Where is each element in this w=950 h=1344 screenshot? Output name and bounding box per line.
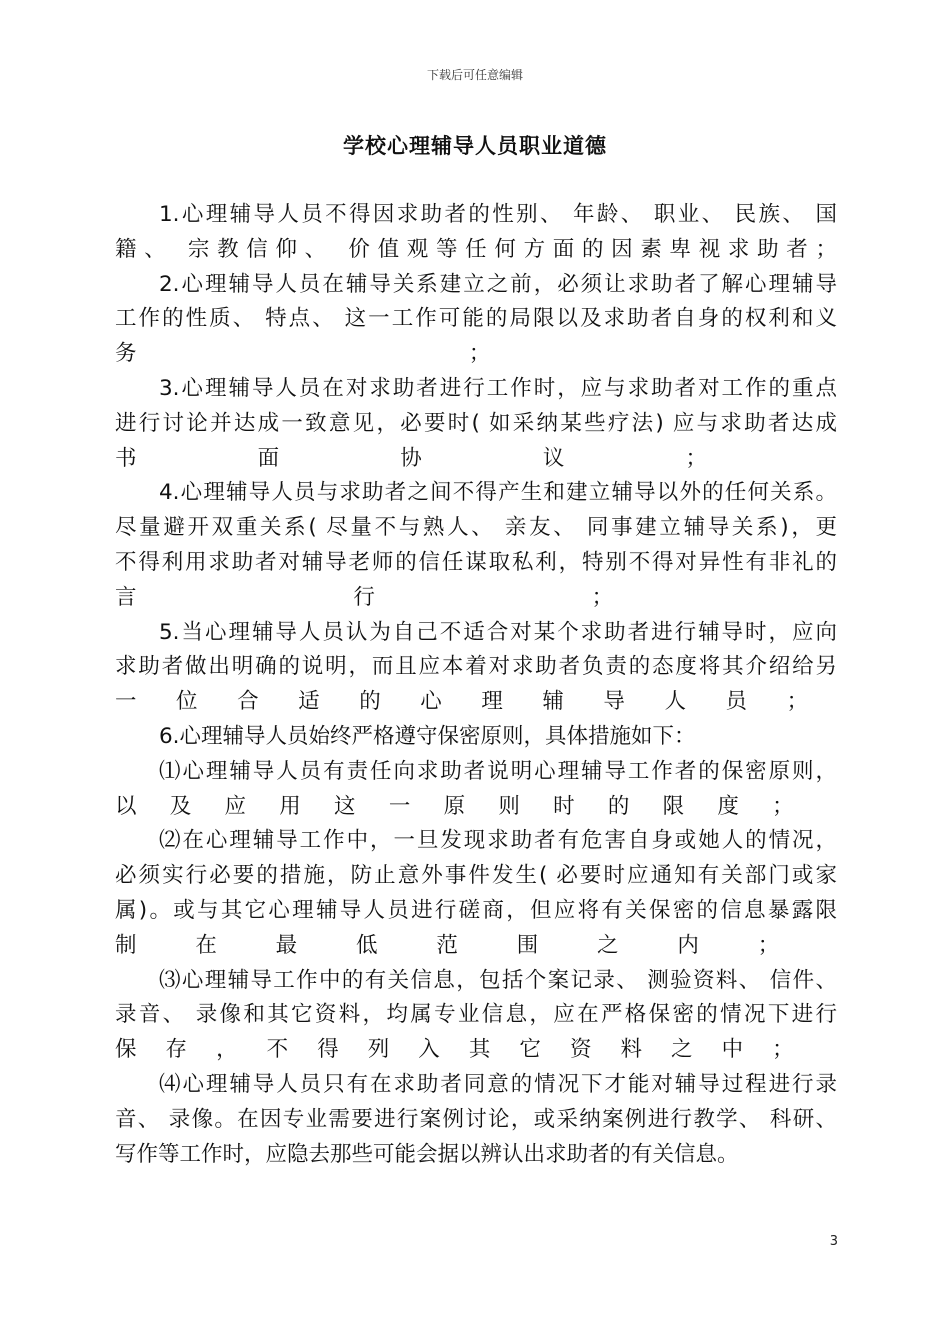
text-line: 1.心理辅导人员不得因求助者的性别、 年龄、 职业、 民族、 国 — [159, 202, 837, 227]
text-line: ⑵在心理辅导工作中，一旦发现求助者有危害自身或她人的情况， — [159, 828, 837, 854]
text-line: 尽量避开双重关系( 尽量不与熟人、 亲友、 同事建立辅导关系)，更 — [115, 515, 837, 541]
text-line: 4.心理辅导人员与求助者之间不得产生和建立辅导以外的任何关系。 — [159, 480, 837, 506]
text-line: 3.心理辅导人员在对求助者进行工作时，应与求助者对工作的重点 — [159, 375, 837, 401]
document-title: 学校心理辅导人员职业道德 — [343, 134, 607, 158]
text-line: 音、 录像。在因专业需要进行案例讨论，或采纳案例进行教学、 科研、 — [115, 1106, 837, 1132]
text-line: ⑴心理辅导人员有责任向求助者说明心理辅导工作者的保密原则， — [159, 758, 837, 784]
text-line: 保 存 ， 不 得 列 入 其 它 资 料 之 中 ； — [115, 1037, 794, 1063]
page-header: 下载后可任意编辑 — [426, 68, 523, 82]
text-line: 言 行 ； — [115, 584, 614, 610]
text-line: 不得利用求助者对辅导老师的信任谋取私利，特别不得对异性有非礼的 — [115, 549, 837, 575]
text-line: 必须实行必要的措施，防止意外事件发生( 必要时应通知有关部门或家 — [115, 863, 837, 889]
text-line: 录音、 录像和其它资料，均属专业信息，应在严格保密的情况下进行 — [115, 1002, 837, 1028]
text-line: 制 在 最 低 范 围 之 内 ； — [115, 932, 780, 958]
text-line: 籍、 宗教信仰、 价值观等任何方面的因素卑视求助者； — [115, 236, 837, 262]
text-line: 属)。或与其它心理辅导人员进行磋商，但应将有关保密的信息暴露限 — [115, 897, 837, 923]
text-line: 写作等工作时，应隐去那些可能会据以辨认出求助者的有关信息。 — [115, 1141, 739, 1167]
text-line: 求助者做出明确的说明，而且应本着对求助者负责的态度将其介绍给另 — [115, 654, 837, 680]
text-line: 工作的性质、 特点、 这一工作可能的局限以及求助者自身的权利和义 — [115, 306, 837, 332]
text-line: 书 面 协 议 ； — [115, 445, 708, 471]
text-line: 务 ； — [115, 341, 491, 367]
text-line: 2.心理辅导人员在辅导关系建立之前，必须让求助者了解心理辅导 — [159, 271, 837, 297]
text-line: 5.当心理辅导人员认为自己不适合对某个求助者进行辅导时，应向 — [159, 619, 837, 645]
page-number: 3 — [829, 1234, 838, 1249]
text-line: 6.心理辅导人员始终严格遵守保密原则，具体措施如下： — [159, 723, 696, 749]
text-line: ⑷心理辅导人员只有在求助者同意的情况下才能对辅导过程进行录 — [159, 1071, 837, 1097]
text-line: ⑶心理辅导工作中的有关信息，包括个案记录、 测验资料、 信件、 — [159, 967, 837, 993]
text-line: 一 位 合 适 的 心 理 辅 导 人 员 ； — [115, 689, 809, 715]
text-line: 以 及 应 用 这 一 原 则 时 的 限 度 ； — [115, 793, 794, 819]
text-line: 进行讨论并达成一致意见，必要时( 如采纳某些疗法) 应与求助者达成 — [115, 410, 837, 436]
document-body — [115, 198, 837, 1172]
